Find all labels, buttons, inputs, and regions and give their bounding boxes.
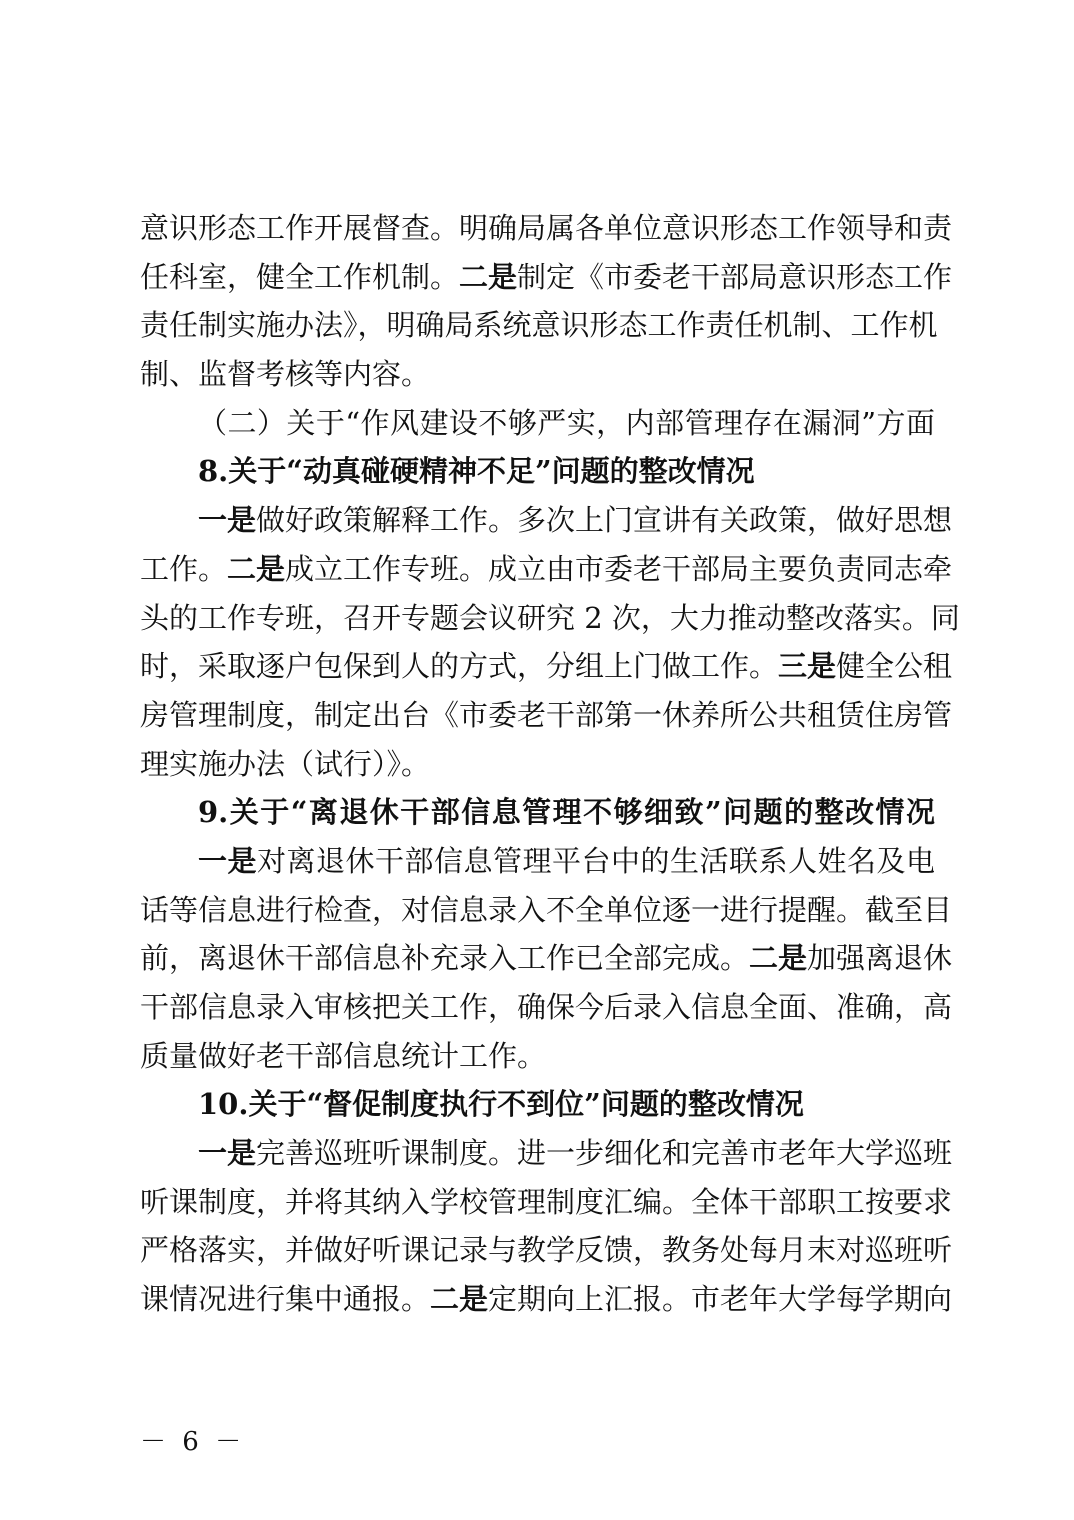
paragraph-line: 意识形态工作开展督查。明确局属各单位意识形态工作领导和责	[140, 211, 953, 245]
paragraph-line: 一是完善巡班听课制度。进一步细化和完善市老年大学巡班	[198, 1136, 953, 1171]
item-heading: 10.关于“督促制度执行不到位”问题的整改情况	[198, 1087, 804, 1122]
paragraph-line: 话等信息进行检查，对信息录入不全单位逐一进行提醒。截至目	[140, 892, 953, 927]
paragraph-line: 责任制实施办法》，明确局系统意识形态工作责任机制、工作机	[140, 308, 938, 343]
paragraph-line: 时，采取逐户包保到人的方式，分组上门做工作。三是健全公租	[140, 649, 953, 684]
document-body	[140, 204, 960, 1324]
paragraph-line: 理实施办法（试行）》。	[140, 746, 431, 781]
paragraph-line: 制、监督考核等内容。	[140, 357, 431, 392]
paragraph-line: 干部信息录入审核把关工作，确保今后录入信息全面、准确，高	[140, 990, 953, 1024]
paragraph-line: 一是做好政策解释工作。多次上门宣讲有关政策，做好思想	[198, 503, 953, 538]
item-heading: 8.关于“动真碰硬精神不足”问题的整改情况	[198, 454, 755, 489]
section-subtitle: （二）关于“作风建设不够严实，内部管理存在漏洞”方面	[198, 405, 935, 440]
paragraph-line: 工作。二是成立工作专班。成立由市委老干部局主要负责同志牵	[140, 551, 953, 586]
paragraph-line: 听课制度，并将其纳入学校管理制度汇编。全体干部职工按要求	[140, 1184, 953, 1219]
paragraph-line: 课情况进行集中通报。二是定期向上汇报。市老年大学每学期向	[140, 1282, 953, 1317]
paragraph-line: 严格落实，并做好听课记录与教学反馈，教务处每月末对巡班听	[140, 1233, 953, 1268]
paragraph-line: 前，离退休干部信息补充录入工作已全部完成。二是加强离退休	[140, 941, 953, 976]
paragraph-line: 房管理制度，制定出台《市委老干部第一休养所公共租赁住房管	[140, 697, 953, 732]
paragraph-line: 任科室，健全工作机制。二是制定《市委老干部局意识形态工作	[140, 259, 953, 294]
paragraph-line: 质量做好老干部信息统计工作。	[140, 1038, 547, 1073]
paragraph-line: 一是对离退休干部信息管理平台中的生活联系人姓名及电	[198, 843, 935, 878]
paragraph-line: 头的工作专班，召开专题会议研究 2 次，大力推动整改落实。同	[140, 600, 960, 635]
item-heading: 9.关于“离退休干部信息管理不够细致”问题的整改情况	[198, 795, 935, 830]
page-number: － 6 －	[140, 1427, 246, 1457]
